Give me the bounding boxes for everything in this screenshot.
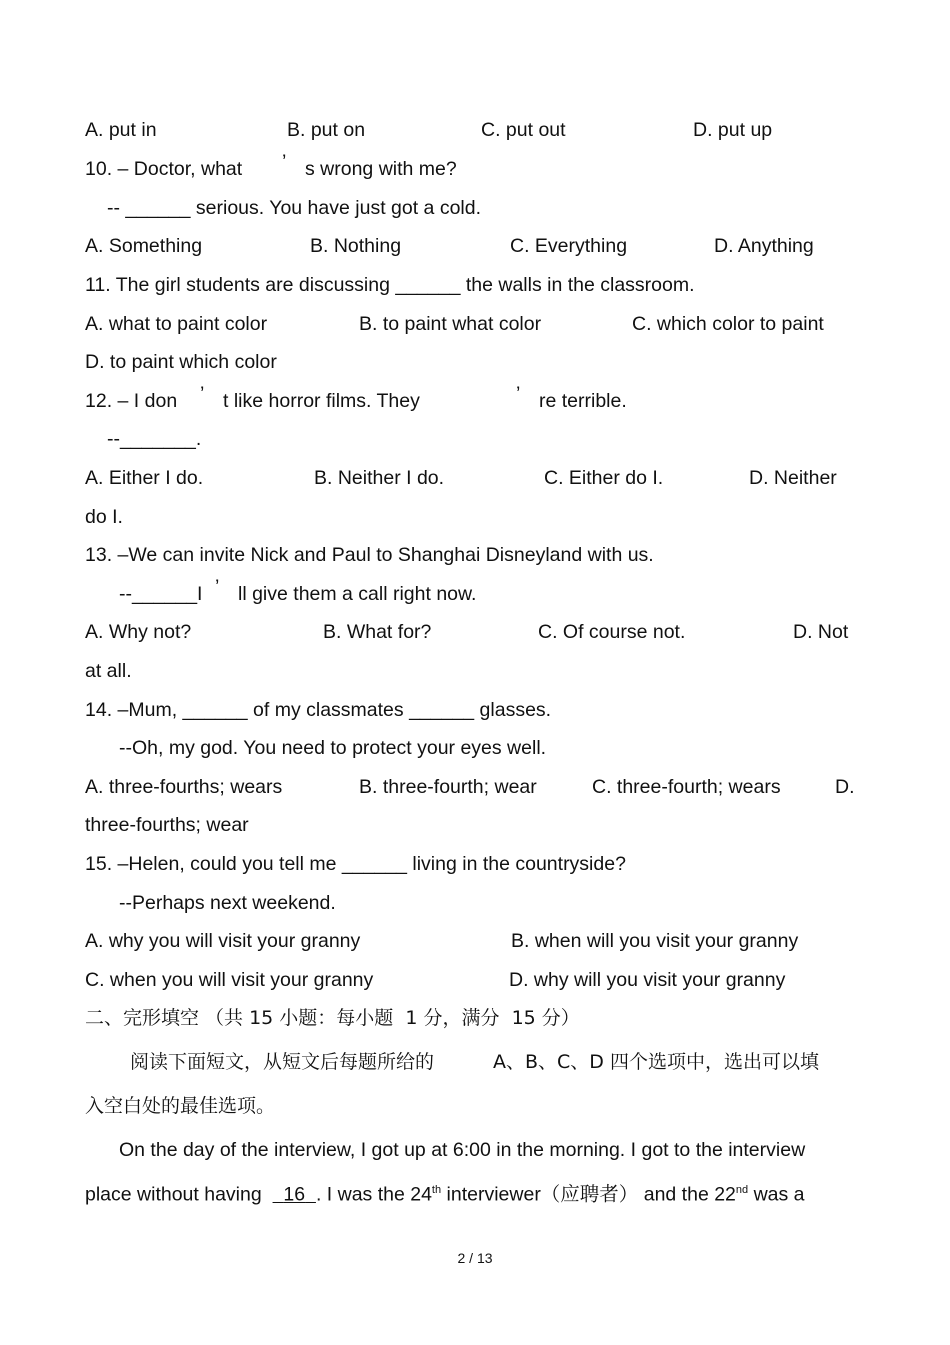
q12-option-b: B. Neither I do. — [314, 467, 445, 489]
instruction-text-end: 入空白处的最佳选项。 — [85, 1095, 276, 1117]
q15-option-d: D. why will you visit your granny — [509, 969, 786, 991]
passage-text: and the 22 — [643, 1183, 736, 1206]
q14-reply: --Oh, my god. You need to protect your eyes well. — [119, 737, 547, 759]
q10-option-b: B. Nothing — [310, 235, 402, 257]
q13-reply-end: ll give them a call right now. — [238, 583, 477, 605]
page-number: 2 / 13 — [457, 1250, 493, 1266]
passage-text: place without having — [85, 1183, 262, 1206]
ordinal-suffix: th — [431, 1184, 442, 1196]
q9-option-a: A. put in — [85, 119, 157, 141]
q12-apostrophe-2: ’ — [516, 383, 521, 405]
passage-text: was a — [748, 1183, 805, 1206]
q12-stem: 12. – I don — [85, 390, 178, 412]
q14-option-d-cont: three-fourths; wear — [85, 814, 249, 836]
q13-option-c: C. Of course not. — [538, 621, 686, 643]
q10-stem: 10. – Doctor, what — [85, 158, 243, 180]
q11-option-c: C. which color to paint — [632, 313, 824, 335]
q11-stem: 11. The girl students are discussing ______ the walls in the classroom. — [85, 274, 695, 296]
q13-option-d: D. Not — [793, 621, 849, 643]
instruction-text-cont: A、B、C、D 四个选项中，选出可以填 — [493, 1051, 819, 1073]
q14-option-c: C. three-fourth; wears — [592, 776, 781, 798]
q11-option-b: B. to paint what color — [359, 313, 542, 335]
q12-stem-mid: t like horror films. They — [223, 390, 420, 412]
q9-option-c: C. put out — [481, 119, 566, 141]
section-heading: 二、完形填空 （共 15 小题：每小题 1 分，满分 15 分） — [85, 1007, 580, 1029]
q15-reply: --Perhaps next weekend. — [119, 892, 336, 914]
q12-option-c: C. Either do I. — [544, 467, 664, 489]
q15-option-c: C. when you will visit your granny — [85, 969, 374, 991]
q15-option-a: A. why you will visit your granny — [85, 930, 361, 952]
q12-reply: --_______. — [107, 428, 202, 450]
q15-stem: 15. –Helen, could you tell me ______ living in the countryside? — [85, 853, 626, 875]
q13-stem: 13. –We can invite Nick and Paul to Shanghai Disneyland with us. — [85, 544, 654, 566]
passage-text: . I was the 24 — [315, 1183, 432, 1206]
q14-stem: 14. –Mum, ______ of my classmates ______ glasses. — [85, 699, 552, 721]
q10-reply: -- ______ serious. You have just got a cold. — [107, 197, 482, 219]
q15-option-b: B. when will you visit your granny — [511, 930, 799, 952]
q14-option-d: D. — [835, 776, 855, 798]
q13-reply: --______I — [119, 583, 203, 605]
q12-apostrophe-1: ’ — [200, 383, 205, 405]
q12-option-d: D. Neither — [749, 467, 837, 489]
q10-option-a: A. Something — [85, 235, 203, 257]
q11-option-a: A. what to paint color — [85, 313, 268, 335]
q14-option-b: B. three-fourth; wear — [359, 776, 537, 798]
q12-stem-end: re terrible. — [539, 390, 627, 412]
q14-option-a: A. three-fourths; wears — [85, 776, 283, 798]
q10-option-c: C. Everything — [510, 235, 628, 257]
ordinal-suffix: nd — [735, 1184, 749, 1196]
q12-option-d-cont: do I. — [85, 506, 123, 528]
passage-line-2 — [85, 1178, 805, 1207]
q13-option-a: A. Why not? — [85, 621, 192, 643]
q9-option-b: B. put on — [287, 119, 366, 141]
passage-text: interviewer（应聘者） — [441, 1183, 639, 1206]
q13-option-d-cont: at all. — [85, 660, 132, 682]
q9-option-d: D. put up — [693, 119, 773, 141]
cloze-blank-number: 16 — [283, 1183, 306, 1206]
q11-option-d: D. to paint which color — [85, 351, 277, 373]
q10-apostrophe: ’ — [282, 151, 287, 173]
q13-option-b: B. What for? — [323, 621, 432, 643]
q12-option-a: A. Either I do. — [85, 467, 204, 489]
q13-apostrophe: ’ — [215, 576, 220, 598]
instruction-text: 阅读下面短文，从短文后每题所给的 — [130, 1051, 435, 1073]
cloze-blank-16 — [273, 1184, 316, 1206]
passage-line-1: On the day of the interview, I got up at 6:00 in the morning. I got to the interview — [119, 1139, 806, 1161]
q10-option-d: D. Anything — [714, 235, 814, 257]
q10-stem-end: s wrong with me? — [305, 158, 457, 180]
